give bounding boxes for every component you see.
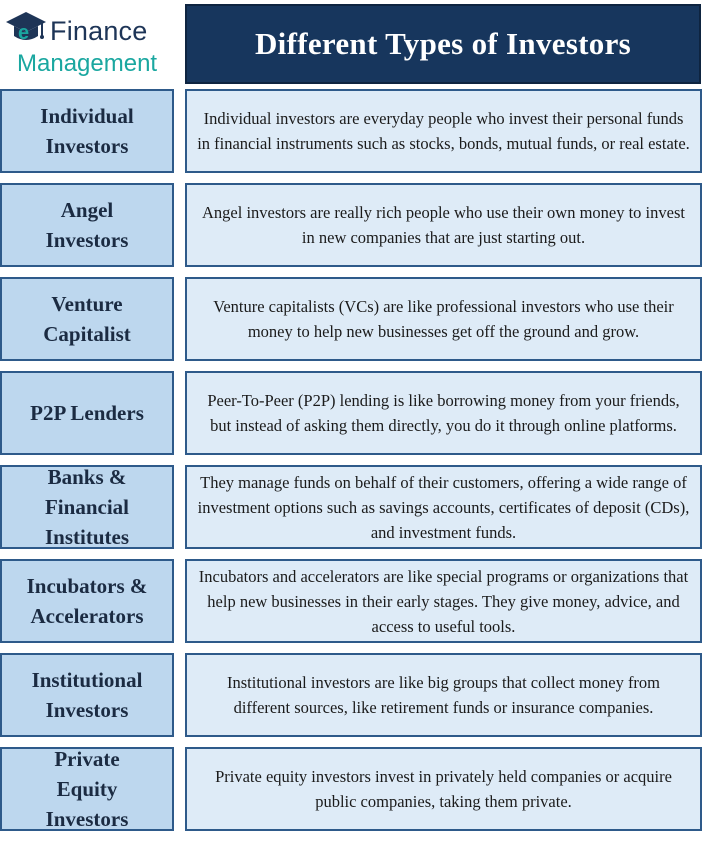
brand-logo [2, 4, 178, 80]
investor-description: Private equity investors invest in privately held companies or acquire public companies, taking them private. [185, 747, 702, 831]
investor-row [0, 371, 704, 455]
investor-row [0, 277, 704, 361]
investor-label: P2P Lenders [0, 371, 174, 455]
investor-description: Institutional investors are like big groups that collect money from different sources, like retirement funds or insurance companies. [185, 653, 702, 737]
logo-e-letter: e [18, 22, 30, 44]
investor-label: Banks & Financial Institutes [0, 465, 174, 549]
logo-line2: Management [17, 50, 158, 77]
investor-row [0, 465, 704, 549]
investor-description: Venture capitalists (VCs) are like professional investors who use their money to help new businesses get off the ground and grow. [185, 277, 702, 361]
investor-description: Angel investors are really rich people who use their own money to invest in new companies that are just starting out. [185, 183, 702, 267]
graduation-cap-icon [4, 6, 48, 46]
investor-description: Incubators and accelerators are like special programs or organizations that help new businesses in their early stages. They give money, advice, and access to useful tools. [185, 559, 702, 643]
title-banner [185, 4, 701, 84]
investor-label: Private Equity Investors [0, 747, 174, 831]
logo-line1: Finance [50, 16, 148, 46]
investor-label: Venture Capitalist [0, 277, 174, 361]
investor-description: Peer-To-Peer (P2P) lending is like borrowing money from your friends, but instead of asking them directly, you do it through online platforms. [185, 371, 702, 455]
investor-row [0, 89, 704, 173]
investor-description: They manage funds on behalf of their customers, offering a wide range of investment options such as savings accounts, certificates of deposit (CDs), and investment funds. [185, 465, 702, 549]
investor-row [0, 559, 704, 643]
investor-row [0, 183, 704, 267]
investor-row [0, 653, 704, 737]
investor-description: Individual investors are everyday people who invest their personal funds in financial instruments such as stocks, bonds, mutual funds, or real estate. [185, 89, 702, 173]
investor-label: Incubators & Accelerators [0, 559, 174, 643]
page-title: Different Types of Investors [254, 26, 632, 61]
investor-label: Angel Investors [0, 183, 174, 267]
investor-label: Institutional Investors [0, 653, 174, 737]
investor-row [0, 747, 704, 831]
investor-label: Individual Investors [0, 89, 174, 173]
